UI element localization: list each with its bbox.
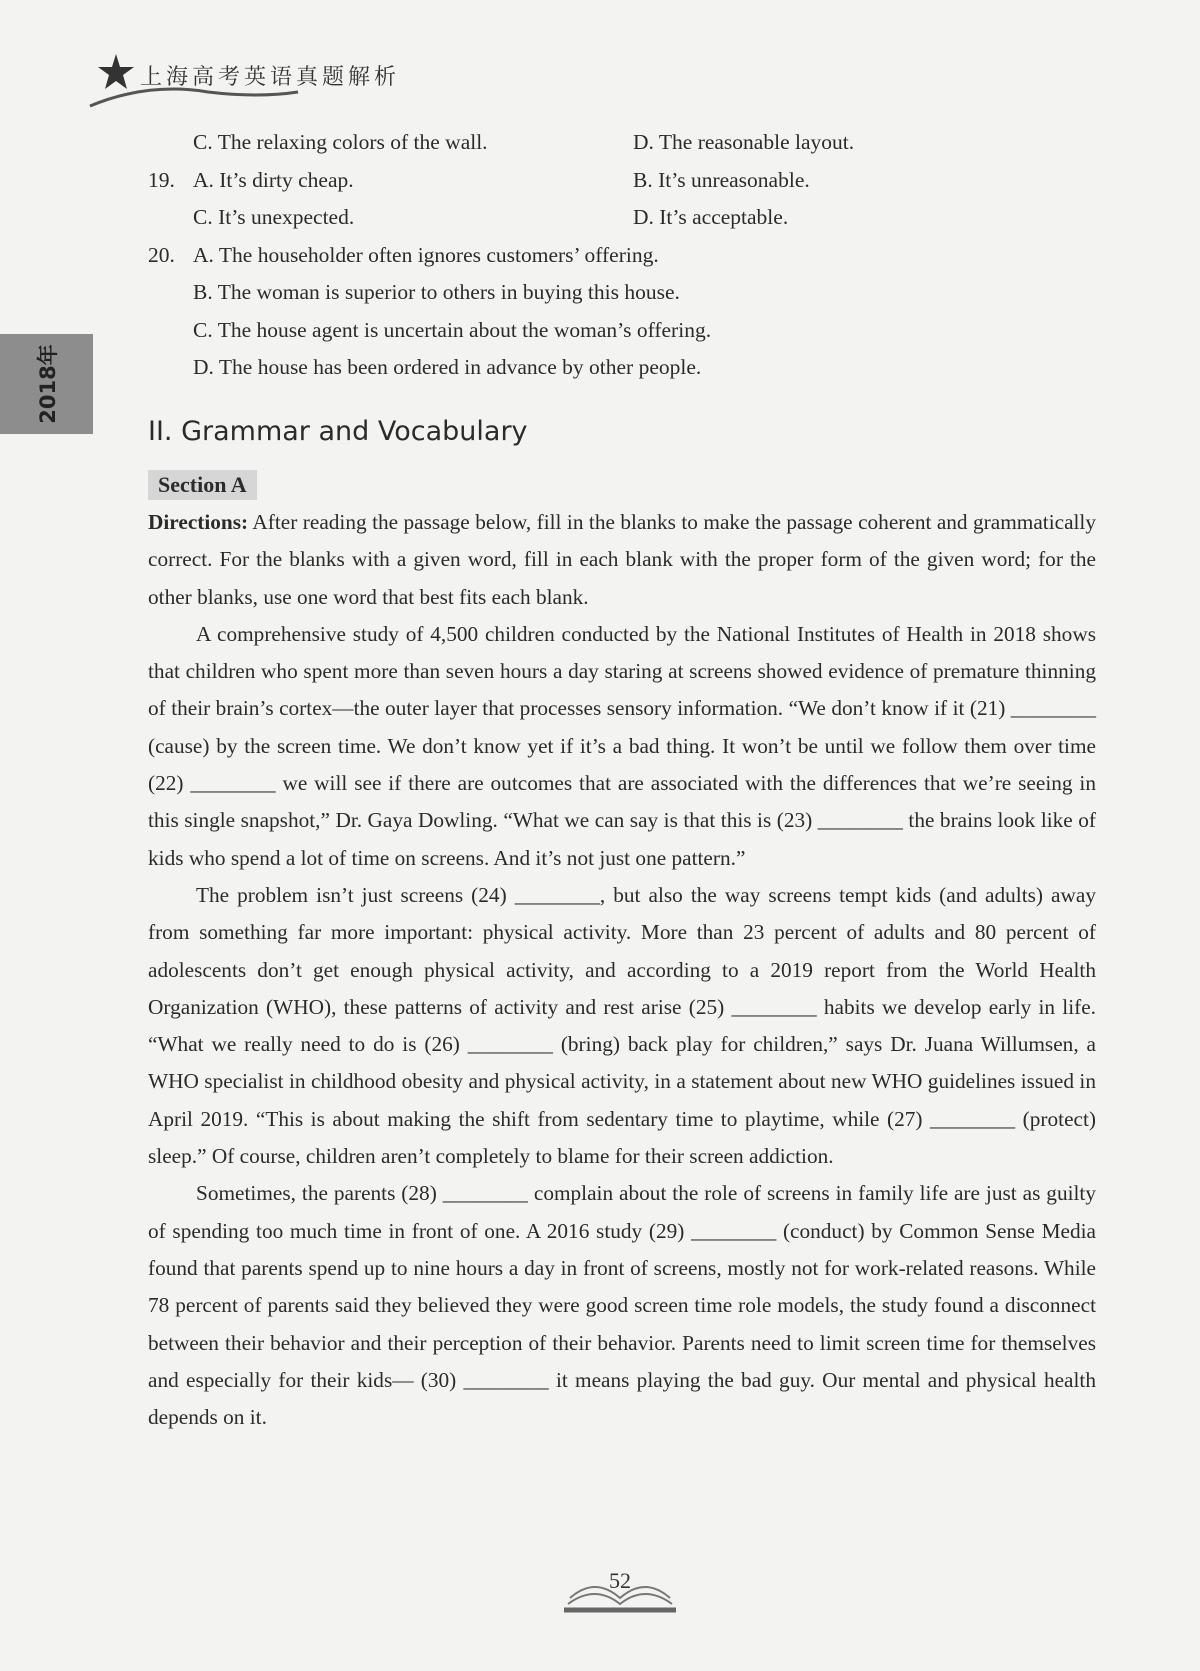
header-title: 上海高考英语真题解析 <box>140 65 401 90</box>
paragraph: The problem isn’t just screens (24) ________, but also the way screens tempt kids (and adults) away from something far more important: physical activity. More than 23 percent of adults and 80 percent of adolescents don’t get enough physical activity, and according to a 2019 report from the World Health Organization (WHO), these patterns of activity and rest arise (25) ________ habits we develop early in life. “What we really need to do is (26) ________ (bring) back play for children,” says Dr. Juana Willumsen, a WHO specialist in childhood obesity and physical activity, in a statement about new WHO guidelines issued in April 2019. “This is about making the shift from sedentary time to playtime, while (27) ________ (protect) sleep.” Of course, children aren’t completely to blame for their screen addiction. <box>148 882 1096 1169</box>
page-footer <box>560 1562 680 1622</box>
option-left: C. The house agent is uncertain about the woman’s offering. <box>193 317 712 342</box>
passage <box>148 504 1096 1436</box>
option-row <box>148 124 1096 162</box>
option-left: C. It’s unexpected. <box>193 205 355 229</box>
paragraph: A comprehensive study of 4,500 children conducted by the National Institutes of Health in 2018 shows that children who spent more than seven hours a day staring at screens showed evidence of premature thinning of their brain’s cortex—the outer layer that processes sensory information. “We don’t know if it (21) ________ (cause) by the screen time. We don’t know yet if it’s a bad thing. It won’t be until we follow them over time (22) ________ we will see if there are outcomes that are associated with the differences that we’re seeing in this single snapshot,” Dr. Gaya Dowling. “What we can say is that this is (23) ________ the brains look like of kids who spend a lot of time on screens. And it’s not just one pattern.” <box>148 621 1096 870</box>
book-header <box>88 48 448 108</box>
year-side-tab <box>0 334 93 434</box>
question-number: 20. <box>148 242 175 267</box>
option-row <box>148 349 1096 387</box>
directions <box>148 504 1096 616</box>
option-left: A. It’s dirty cheap. <box>193 167 354 192</box>
option-left: A. The householder often ignores customers’ offering. <box>193 242 659 267</box>
option-row <box>148 312 1096 350</box>
option-row <box>148 274 1096 312</box>
answer-options <box>148 124 1096 387</box>
option-right: D. The reasonable layout. <box>633 130 855 154</box>
option-left: C. The relaxing colors of the wall. <box>193 130 488 154</box>
option-left: B. The woman is superior to others in buying this house. <box>193 280 680 304</box>
question-number: 19. <box>148 167 175 192</box>
option-row <box>148 199 1096 237</box>
option-right: D. It’s acceptable. <box>633 205 789 229</box>
directions-text: After reading the passage below, fill in the blanks to make the passage coherent and grammatically correct. For the blanks with a given word, fill in each blank with the proper form of the given word; for the other blanks, use one word that best fits each blank. <box>148 510 1096 609</box>
option-right: B. It’s unreasonable. <box>633 167 810 192</box>
option-left: D. The house has been ordered in advance by other people. <box>193 355 702 379</box>
page-number: 52 <box>609 1568 631 1593</box>
swoosh-decoration <box>88 78 388 108</box>
part-heading: II. Grammar and Vocabulary <box>148 416 528 447</box>
option-row <box>148 162 1096 200</box>
option-row <box>148 237 1096 275</box>
paragraph: Sometimes, the parents (28) ________ complain about the role of screens in family life are just as guilty of spending too much time in front of one. A 2016 study (29) ________ (conduct) by Common Sense Media found that parents spend up to nine hours a day in front of screens, mostly not for work-related reasons. While 78 percent of parents said they believed they were good screen time role models, the study found a disconnect between their behavior and their perception of their behavior. Parents need to limit screen time for themselves and especially for their kids— (30) ________ it means playing the bad guy. Our mental and physical health depends on it. <box>148 1181 1096 1430</box>
directions-label: Directions: <box>148 510 249 534</box>
side-tab-label: 2018年 <box>35 344 60 424</box>
section-label: Section A <box>148 470 257 500</box>
